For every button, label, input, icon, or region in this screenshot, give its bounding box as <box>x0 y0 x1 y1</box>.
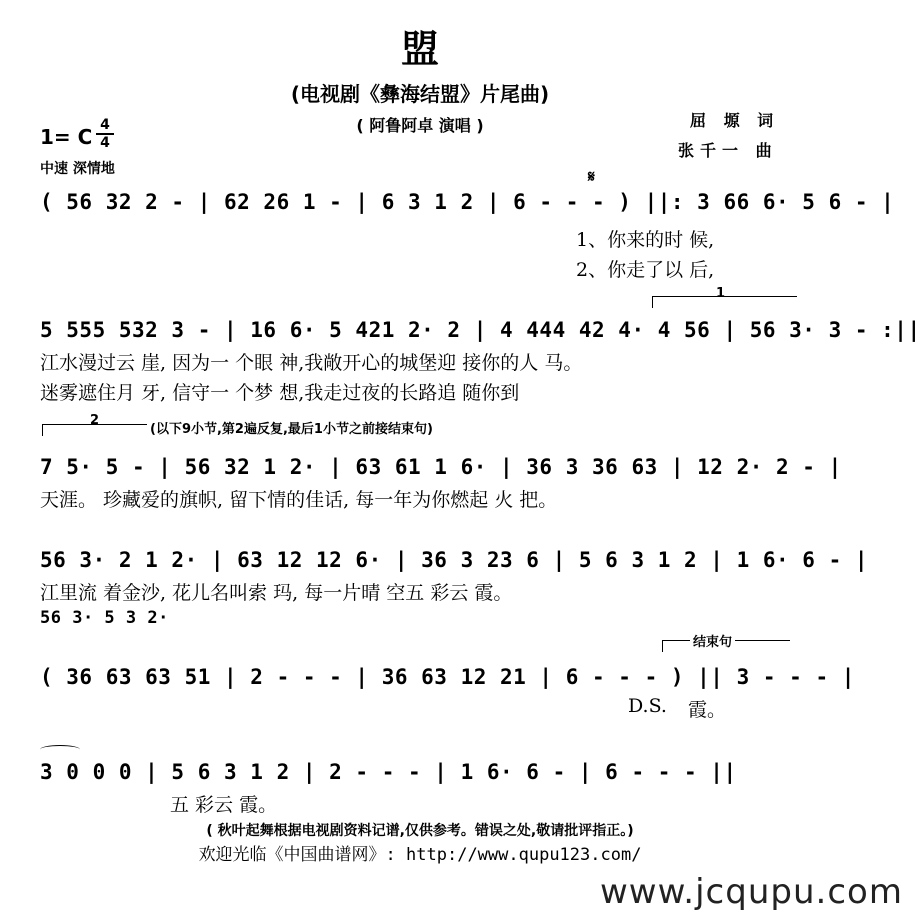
score-line-5: ( 36 63 63 51 | 2 - - - | 36 63 12 21 | 6 - - - ) || 3 - - - | <box>40 665 855 689</box>
lyrics-line-5: 霞。 <box>688 699 727 721</box>
score-line-3: 7 5· 5 - | 56 32 1 2· | 63 61 1 6· | 36 3 36 63 | 12 2· 2 - | <box>40 455 842 479</box>
song-subtitle: (电视剧《彝海结盟》片尾曲) <box>290 82 550 106</box>
coda-bracket <box>662 640 663 652</box>
composer-credit: 张千一 曲 <box>678 141 778 160</box>
key-signature: 1= C <box>40 125 93 149</box>
ds-marking: D.S. <box>628 695 667 717</box>
lyricist-credit: 屈 塬 词 <box>690 111 780 130</box>
watermark-logo: www.jcqupu.com <box>600 872 903 912</box>
volta-2-label: 2 <box>90 413 100 428</box>
lyrics-line-6: 五 彩云 霞。 <box>170 794 278 816</box>
lyrics-line-1-verse-2: 2、你走了以 后, <box>576 259 715 281</box>
time-signature-bottom: 4 <box>100 135 110 151</box>
coda-label: 结束句 <box>690 631 735 650</box>
lyrics-line-3: 天涯。 珍藏爱的旗帜, 留下情的佳话, 每一年为你燃起 火 把。 <box>40 489 558 511</box>
lyrics-line-4: 江里流 着金沙, 花儿名叫索 玛, 每一片晴 空五 彩云 霞。 <box>40 582 513 604</box>
tempo-marking: 中速 深情地 <box>40 161 115 177</box>
singer-credit: ( 阿鲁阿卓 演唱 ) <box>356 116 484 135</box>
song-title: 盟 <box>400 27 439 71</box>
volta-1-bracket <box>652 296 653 308</box>
transcriber-note: ( 秋叶起舞根据电视剧资料记谱,仅供参考。错误之处,敬请批评指正。) <box>206 823 634 839</box>
time-signature-top: 4 <box>100 117 110 133</box>
segno-icon: 𝄋 <box>588 167 595 186</box>
volta-2-bracket <box>42 424 43 436</box>
volta-instruction: (以下9小节,第2遍反复,最后1小节之前接结束句) <box>150 422 433 437</box>
time-signature <box>96 118 114 150</box>
score-line-2: 5 555 532 3 - | 16 6· 5 421 2· 2 | 4 444 42 4· 4 56 | 56 3· 3 - :|| <box>40 318 921 342</box>
score-line-4-alternate: 56 3· 5 3 2· <box>40 608 169 628</box>
welcome-text: 欢迎光临《中国曲谱网》: http://www.qupu123.com/ <box>198 845 642 865</box>
lyrics-line-1-verse-1: 1、你来的时 候, <box>576 229 715 251</box>
score-line-1: ( 56 32 2 - | 62 26 1 - | 6 3 1 2 | 6 - - - ) ||: 3 66 6· 5 6 - | <box>40 190 895 214</box>
lyrics-line-2-verse-2: 迷雾遮住月 牙, 信守一 个梦 想,我走过夜的长路追 随你到 <box>40 382 520 404</box>
tie-arc <box>40 745 80 754</box>
score-line-6: 3 0 0 0 | 5 6 3 1 2 | 2 - - - | 1 6· 6 - | 6 - - - || <box>40 760 737 784</box>
volta-1-label: 1 <box>716 286 726 301</box>
score-line-4: 56 3· 2 1 2· | 63 12 12 6· | 36 3 23 6 | 5 6 3 1 2 | 1 6· 6 - | <box>40 548 869 572</box>
lyrics-line-2-verse-1: 江水漫过云 崖, 因为一 个眼 神,我敞开心的城堡迎 接你的人 马。 <box>40 352 583 374</box>
